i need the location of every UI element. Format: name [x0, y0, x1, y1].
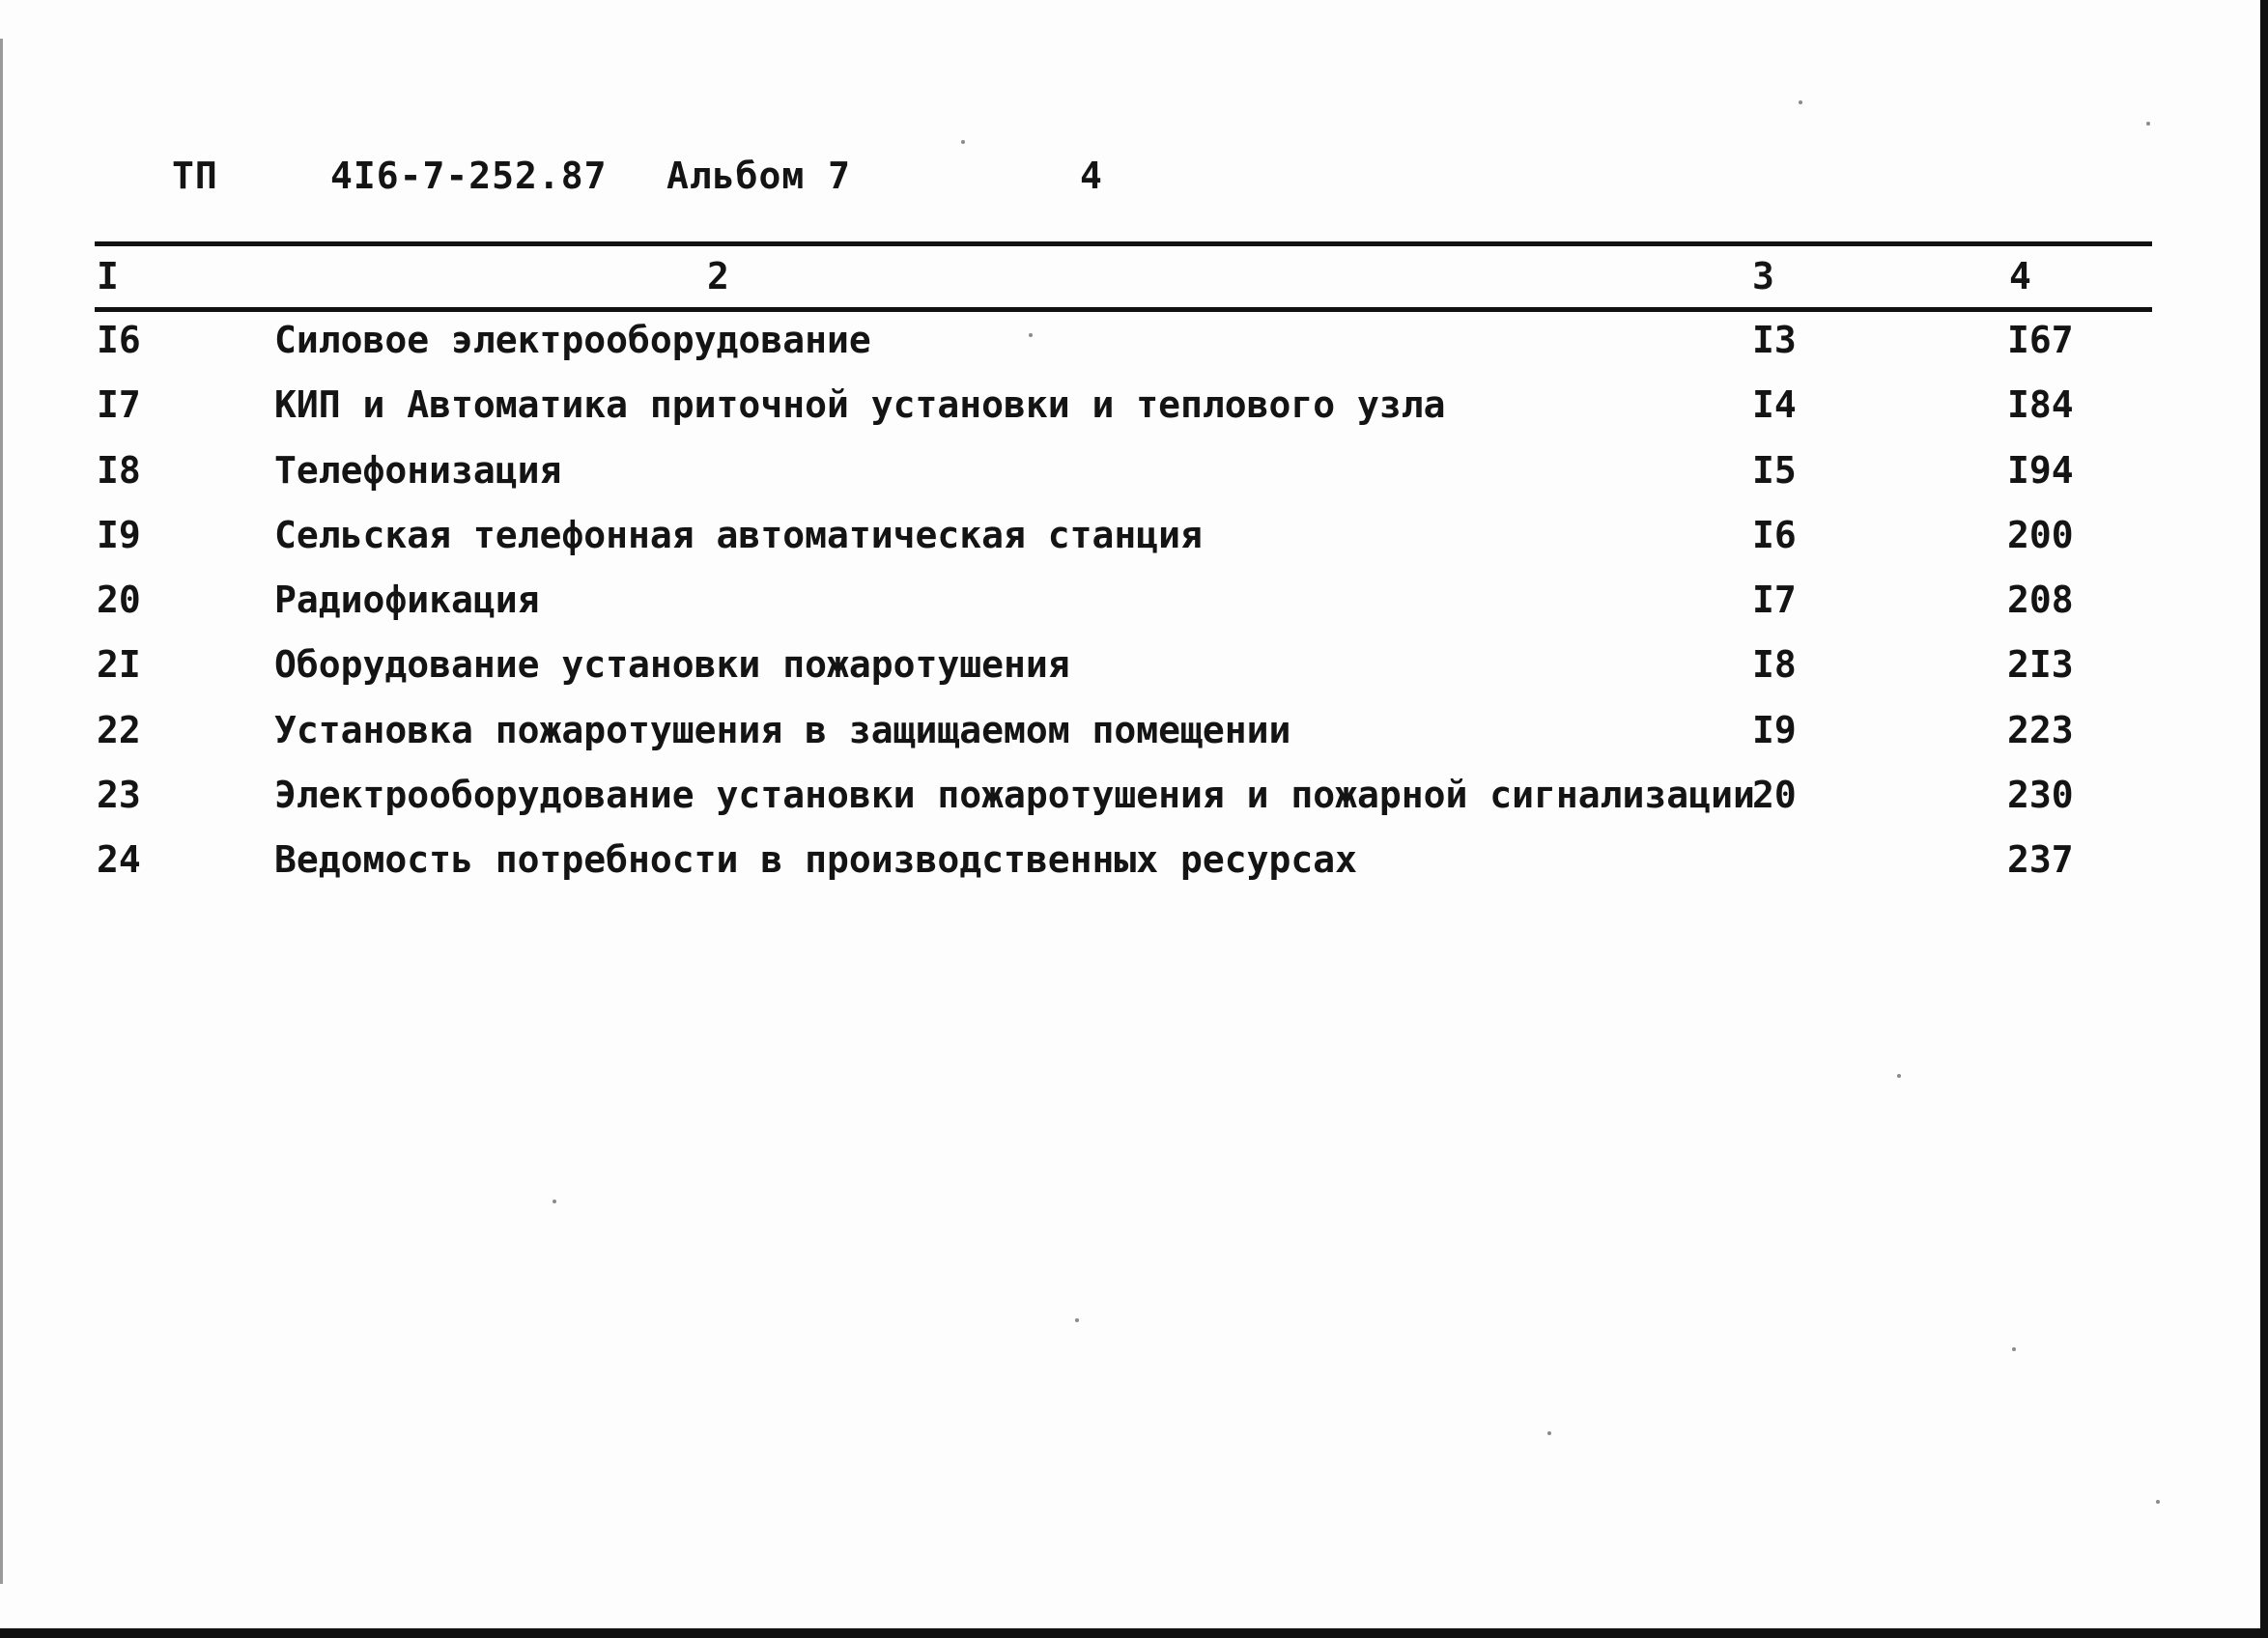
table-row: [0, 838, 2268, 903]
row-sheet: I5: [1752, 448, 1797, 492]
table-top-rule: [95, 241, 2152, 246]
scan-speck: [961, 140, 965, 144]
column-header-2: 2: [707, 255, 729, 297]
row-title: Электрооборудование установки пожаротушения и пожарной сигнализации: [274, 774, 1755, 817]
header-page-number: 4: [1080, 155, 1103, 197]
table-row: [0, 774, 2268, 838]
row-page: 237: [2007, 838, 2074, 882]
row-sheet: I8: [1752, 643, 1797, 687]
table-header-rule: [95, 307, 2152, 312]
table-column-header: [0, 255, 2268, 301]
row-number: 24: [97, 838, 141, 882]
row-page: 230: [2007, 774, 2074, 817]
row-page: 2I3: [2007, 643, 2074, 687]
scan-speck: [1799, 100, 1802, 104]
row-page: 223: [2007, 708, 2074, 751]
row-number: I9: [97, 513, 141, 556]
row-sheet: I9: [1752, 708, 1797, 751]
column-header-3: 3: [1752, 255, 1774, 297]
scan-speck: [2146, 122, 2150, 126]
table-row: [0, 514, 2268, 579]
header-document-number: 4I6-7-252.87: [330, 155, 608, 197]
row-page: I94: [2007, 448, 2074, 492]
column-header-4: 4: [2009, 255, 2031, 297]
row-title: Ведомость потребности в производственных ресурсах: [274, 838, 1358, 882]
row-sheet: I3: [1752, 319, 1797, 361]
row-page: I67: [2007, 319, 2074, 361]
table-row: [0, 319, 2268, 383]
row-sheet: 20: [1752, 774, 1797, 817]
row-title: Установка пожаротушения в защищаемом помещении: [274, 708, 1291, 751]
document-header: [0, 155, 1256, 203]
row-number: 2I: [97, 643, 141, 687]
row-number: I8: [97, 448, 141, 492]
row-title: Телефонизация: [274, 448, 562, 492]
row-title: Сельская телефонная автоматическая станция: [274, 513, 1203, 556]
row-title: КИП и Автоматика приточной установки и теплового узла: [274, 383, 1446, 427]
table-row: [0, 449, 2268, 514]
row-number: I6: [97, 319, 141, 361]
scan-speck: [1897, 1074, 1901, 1078]
row-page: 200: [2007, 513, 2074, 556]
row-number: 23: [97, 774, 141, 817]
row-sheet: I4: [1752, 383, 1797, 427]
row-title: Радиофикация: [274, 579, 540, 622]
column-header-1: I: [97, 255, 119, 297]
scan-speck: [1029, 333, 1033, 337]
row-title: Силовое электрооборудование: [274, 319, 871, 361]
scan-speck: [1547, 1431, 1551, 1435]
row-number: I7: [97, 383, 141, 427]
table-body: [0, 319, 2268, 904]
scan-edge-bottom: [0, 1628, 2268, 1638]
table-row: [0, 709, 2268, 774]
scan-speck: [1075, 1318, 1079, 1322]
table-row: [0, 579, 2268, 643]
row-title: Оборудование установки пожаротушения: [274, 643, 1070, 687]
scan-speck: [553, 1200, 556, 1203]
scan-speck: [2012, 1347, 2016, 1351]
row-number: 22: [97, 708, 141, 751]
scan-speck: [2156, 1500, 2160, 1504]
table-row: [0, 383, 2268, 448]
row-sheet: I6: [1752, 513, 1797, 556]
row-page: I84: [2007, 383, 2074, 427]
table-row: [0, 643, 2268, 708]
header-album: Альбом 7: [666, 155, 852, 197]
row-number: 20: [97, 579, 141, 622]
row-page: 208: [2007, 579, 2074, 622]
row-sheet: I7: [1752, 579, 1797, 622]
header-series: ТП: [172, 155, 218, 197]
